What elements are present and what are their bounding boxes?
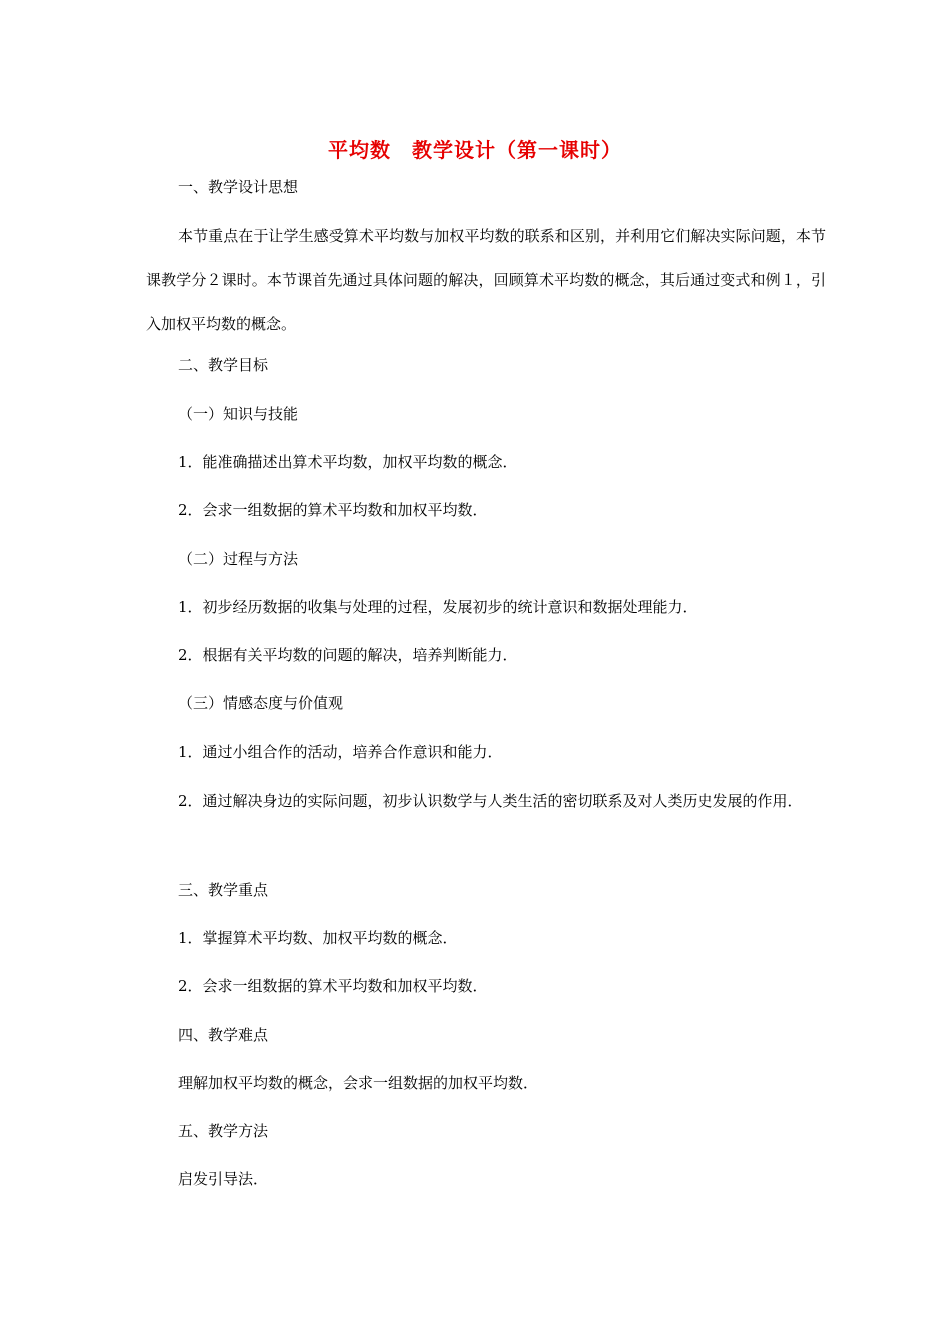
page-title: 平均数 教学设计（第一课时）: [328, 138, 622, 162]
section-heading-1: 一、教学设计思想: [178, 178, 299, 196]
subheading-process-method: （二）过程与方法: [178, 550, 299, 568]
list-item: 1．通过小组合作的活动，培养合作意识和能力．: [178, 743, 503, 761]
section-heading-2: 二、教学目标: [178, 356, 269, 374]
subheading-attitude-values: （三）情感态度与价值观: [178, 694, 344, 712]
subheading-knowledge-skills: （一）知识与技能: [178, 405, 299, 423]
section-heading-3: 三、教学重点: [178, 881, 269, 899]
list-item: 1．初步经历数据的收集与处理的过程，发展初步的统计意识和数据处理能力．: [178, 598, 698, 616]
list-item-wrapped: 2．通过解决身边的实际问题，初步认识数学与人类生活的密切联系及对人类历史发展的作用．: [178, 792, 803, 810]
section-heading-4: 四、教学难点: [178, 1026, 269, 1044]
section-1-paragraph: 本节重点在于让学生感受算术平均数与加权平均数的联系和区别，并利用它们解决实际问题，本节课教学分２课时。本节课首先通过具体问题的解决，回顾算术平均数的概念，其后通过变式和例１，引入加权平均数的概念。: [146, 227, 826, 333]
list-item: 2．会求一组数据的算术平均数和加权平均数．: [178, 501, 488, 519]
section-heading-5: 五、教学方法: [178, 1122, 269, 1140]
section-4-text: 理解加权平均数的概念，会求一组数据的加权平均数．: [178, 1074, 539, 1092]
section-5-text: 启发引导法．: [178, 1170, 269, 1188]
list-item: 1．掌握算术平均数、加权平均数的概念．: [178, 929, 458, 947]
list-item: 2．根据有关平均数的问题的解决，培养判断能力．: [178, 646, 518, 664]
list-item: 2．会求一组数据的算术平均数和加权平均数．: [178, 977, 488, 995]
list-item: 1．能准确描述出算术平均数，加权平均数的概念．: [178, 453, 518, 471]
